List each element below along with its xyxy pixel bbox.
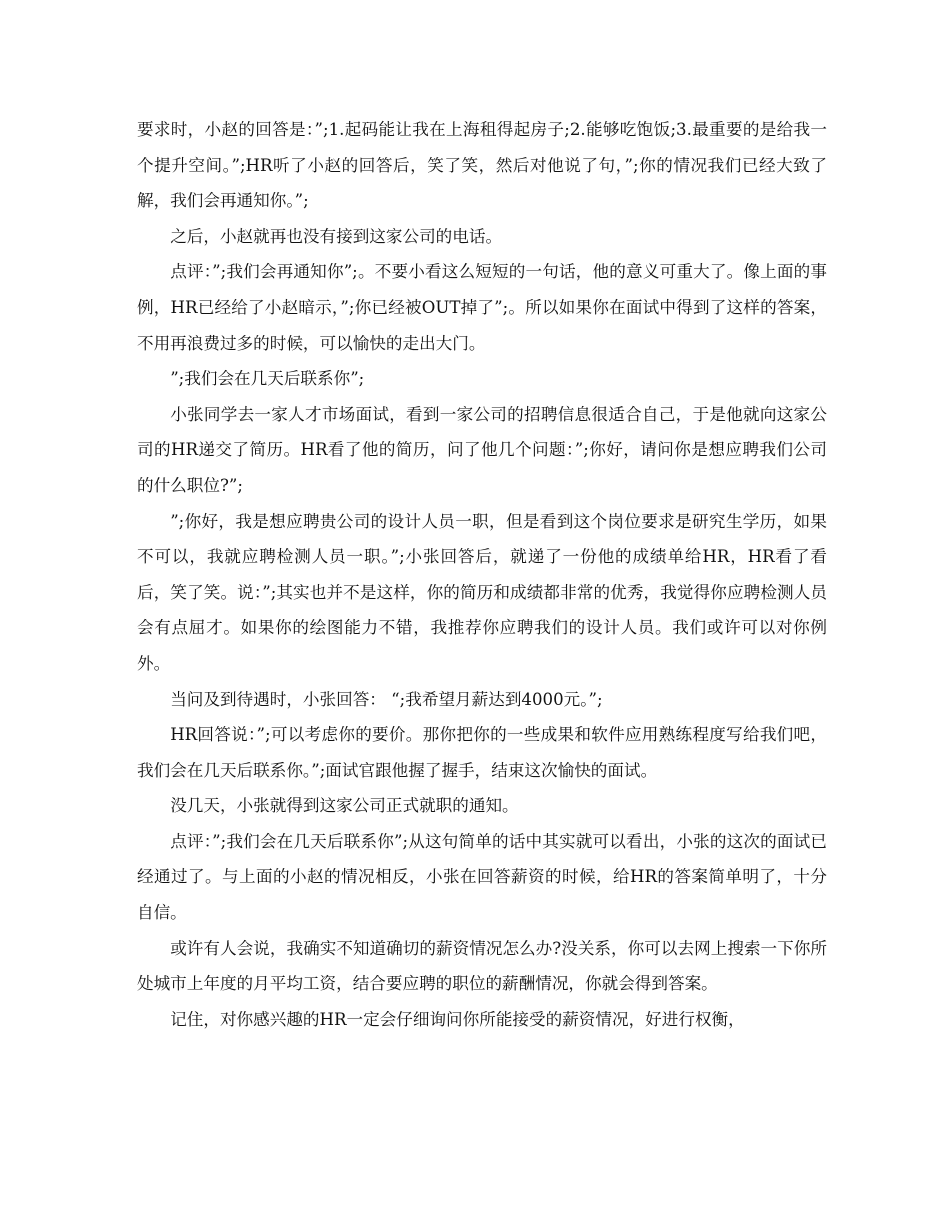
document-body	[137, 112, 827, 1037]
paragraph-5: 小张同学去一家人才市场面试，看到一家公司的招聘信息很适合自己，于是他就向这家公司的HR递交了简历。HR看了他的简历，问了他几个问题：”;你好，请问你是想应聘我们公司的什么职位?”;	[137, 404, 827, 495]
paragraph-10: 点评：”;我们会在几天后联系你”;从这句简单的话中其实就可以看出，小张的这次的面试已经通过了。与上面的小赵的情况相反，小张在回答薪资的时候，给HR的答案简单明了，十分自信。	[137, 831, 827, 923]
paragraph-3: 点评：”;我们会再通知你”;。不要小看这么短短的一句话，他的意义可重大了。像上面的事例，HR已经给了小赵暗示，”;你已经被OUT掉了”;。所以如果你在面试中得到了这样的答案，不用再浪费过多的时候，可以愉快的走出大门。	[137, 262, 827, 353]
paragraph-6: ”;你好，我是想应聘贵公司的设计人员一职，但是看到这个岗位要求是研究生学历，如果不可以，我就应聘检测人员一职。”;小张回答后，就递了一份他的成绩单给HR，HR看了看后，笑了笑。说：”;其实也并不是这样，你的简历和成绩都非常的优秀，我觉得你应聘检测人员会有点屈才。如果你的绘图能力不错，我推荐你应聘我们的设计人员。我们或许可以对你例外。	[137, 511, 827, 673]
paragraph-2: 之后，小赵就再也没有接到这家公司的电话。	[170, 226, 503, 246]
paragraph-8: HR回答说：”;可以考虑你的要价。那你把你的一些成果和软件应用熟练程度写给我们吧，我们会在几天后联系你。”;面试官跟他握了握手，结束这次愉快的面试。	[137, 725, 827, 780]
paragraph-4: ”;我们会在几天后联系你”;	[170, 369, 365, 389]
paragraph-12: 记住，对你感兴趣的HR一定会仔细询问你所能接受的薪资情况，好进行权衡，	[170, 1009, 745, 1029]
paragraph-9: 没几天，小张就得到这家公司正式就职的通知。	[170, 796, 519, 816]
paragraph-1: 要求时，小赵的回答是：”;1.起码能让我在上海租得起房子;2.能够吃饱饭;3.最重要的是给我一个提升空间。”;HR听了小赵的回答后，笑了笑，然后对他说了句，”;你的情况我们已经大致了解，我们会再通知你。”;	[137, 120, 827, 211]
paragraph-7: 当问及到待遇时，小张回答： “;我希望月薪达到4000元。”;	[170, 689, 603, 709]
paragraph-11: 或许有人会说，我确实不知道确切的薪资情况怎么办?没关系，你可以去网上搜索一下你所处城市上年度的月平均工资，结合要应聘的职位的薪酬情况，你就会得到答案。	[137, 938, 827, 994]
